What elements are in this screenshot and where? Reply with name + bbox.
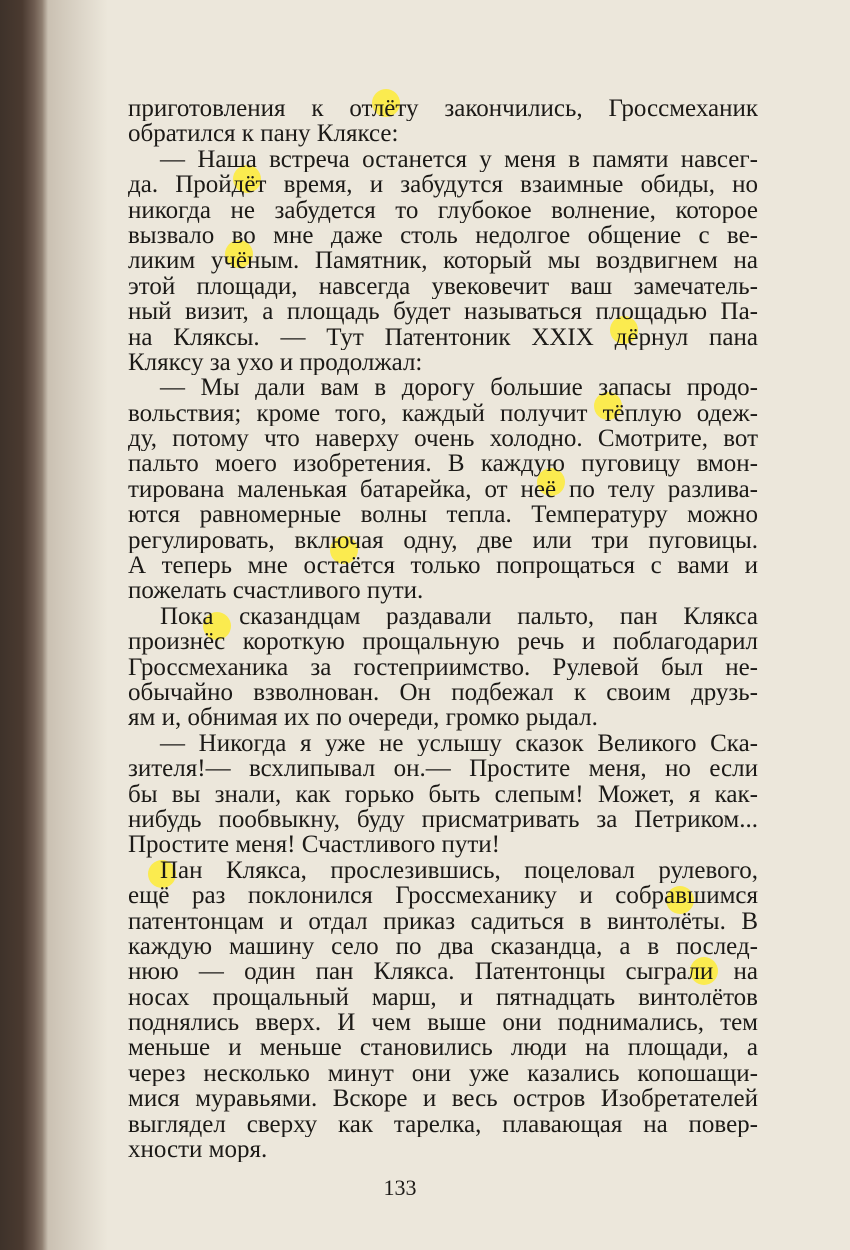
text-line: патентонцам и отдал приказ садиться в винтолёты. В: [128, 908, 758, 934]
text-line: ям и, обнимая их по очереди, громко рыдал.: [128, 705, 598, 731]
text-line: меньше и меньше становились люди на площади, а: [128, 1035, 758, 1061]
page-number: 133: [383, 1175, 417, 1200]
text-line: пальто моего изобретения. В каждую пуговицу вмон-: [128, 451, 758, 477]
text-line: выглядел сверху как тарелка, плавающая на повер-: [128, 1111, 758, 1138]
text-line: ликим учёным. Памятник, который мы воздвигнем на: [128, 248, 758, 274]
text-line: регулировать, включая одну, две или три пуговицы.: [128, 527, 758, 554]
text-line: — Мы дали вам в дорогу большие запасы продо-: [160, 375, 758, 401]
text-line: Простите меня! Счастливого пути!: [128, 832, 501, 858]
text-line: зителя!— всхлипывал он.— Простите меня, но если: [128, 756, 758, 782]
gutter-shadow: [48, 0, 108, 1250]
text-line: нюю — один пан Клякса. Патентонцы сыграли на: [128, 959, 758, 985]
text-line: Гроссмеханика за гостеприимство. Рулевой был не-: [128, 654, 758, 680]
page-text: [128, 96, 758, 1162]
text-line: вызвало во мне даже столь недолгое общение с ве-: [128, 222, 758, 249]
text-line: ются равномерные волны тепла. Температуру можно: [128, 502, 758, 528]
text-line: на Кляксы. — Тут Патентоник XXIX дёрнул пана: [128, 324, 758, 350]
text-line: этой площади, навсегда увековечит ваш замечатель-: [128, 273, 758, 300]
text-line: хности моря.: [128, 1137, 268, 1163]
text-line: Пока сказандцам раздавали пальто, пан Клякса: [160, 603, 758, 630]
text-line: — Наша встреча останется у меня в памяти навсег-: [160, 146, 758, 173]
text-line: бы вы знали, как горько быть слепым! Может, я как-: [128, 781, 758, 807]
text-line: каждую машину село по два сказандца, а в послед-: [128, 933, 758, 960]
text-line: никогда не забудется то глубокое волнение, которое: [128, 197, 758, 223]
text-line: ду, потому что наверху очень холодно. Смотрите, вот: [128, 426, 758, 452]
text-line: нибудь пообвыкну, буду присматривать за Петриком...: [128, 806, 758, 833]
text-line: ещё раз поклонился Гроссмеханику и собравшимся: [128, 883, 758, 909]
text-line: носах прощальный марш, и пятнадцать винтолётов: [128, 984, 758, 1011]
text-line: пожелать счастливого пути.: [128, 578, 424, 604]
text-line: через несколько минут они уже казались копошащи-: [128, 1060, 758, 1087]
text-line: приготовления к отлёту закончились, Гроссмеханик: [128, 96, 758, 122]
text-line: обычайно взволнован. Он подбежал к своим друзь-: [128, 679, 758, 706]
text-line: произнёс короткую прощальную речь и поблагодарил: [128, 629, 758, 655]
text-line: А теперь мне остаётся только попрощаться с вами и: [128, 553, 758, 579]
text-line: поднялись вверх. И чем выше они поднимались, тем: [128, 1010, 758, 1036]
text-line: вольствия; кроме того, каждый получит тёплую одеж-: [128, 400, 758, 427]
text-line: обратился к пану Кляксе:: [128, 121, 399, 147]
text-line: мися муравьями. Вскоре и весь остров Изобретателей: [128, 1086, 758, 1112]
text-line: ный визит, а площадь будет называться площадью Па-: [128, 299, 758, 325]
text-line: тирована маленькая батарейка, от неё по телу разлива-: [128, 476, 758, 503]
text-line: — Никогда я уже не услышу сказок Великого Ска-: [160, 730, 758, 757]
text-line: да. Пройдёт время, и забудутся взаимные обиды, но: [128, 172, 758, 198]
text-line: Пан Клякса, прослезившись, поцеловал рулевого,: [160, 857, 758, 884]
book-spine-edge: [0, 0, 48, 1250]
text-line: Кляксу за ухо и продолжал:: [128, 349, 423, 376]
